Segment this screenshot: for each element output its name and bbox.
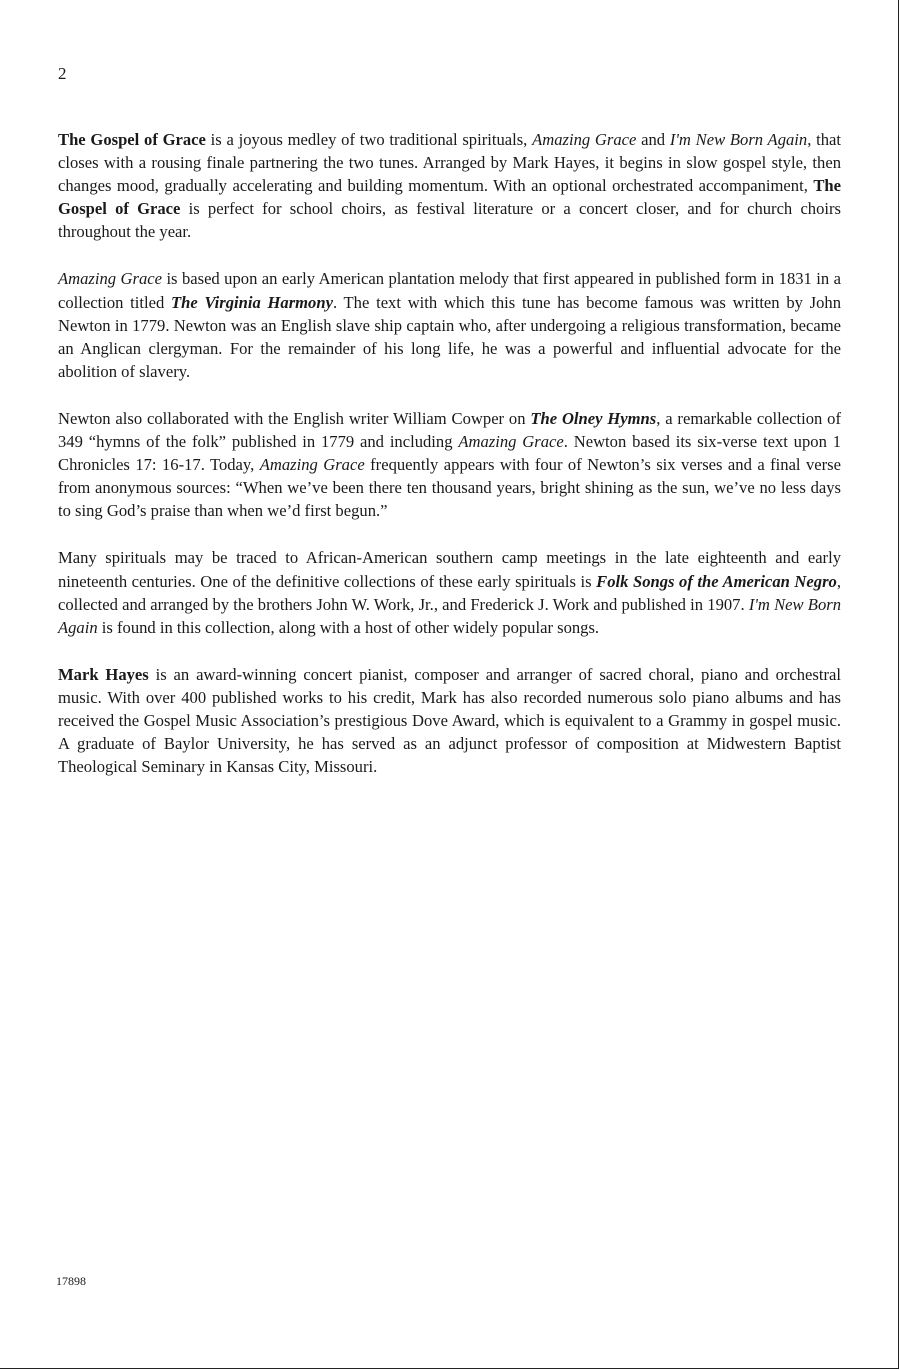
document-body xyxy=(58,128,841,802)
body-text: , a remarkable collection of 349 “hymns of the folk” published in 1779 and including xyxy=(58,408,841,452)
body-text: and xyxy=(636,130,670,149)
italic-text: Amazing Grace xyxy=(259,455,365,475)
catalog-number: 17898 xyxy=(56,1274,86,1288)
body-text: , collected and arranged by the brothers John W. Work, Jr., and Frederick J. Work and published in 1907. xyxy=(58,571,841,614)
page-number: 2 xyxy=(58,64,67,83)
body-text: Newton also collaborated with the English writer William Cowper on xyxy=(58,408,531,428)
paragraph-spirituals-history xyxy=(58,546,841,638)
bold-italic-title: The Olney Hymns xyxy=(530,408,657,428)
body-text: is an award-winning concert pianist, composer and arranger of sacred choral, piano and orchestral music. With over 400 published works to his credit, Mark has also recorded numerous solo piano albums and has received the Gospel Music Association’s prestigious Dove Award, which is equivalent to a Grammy in gospel music. A graduate of Baylor University, he has served as an adjunct professor of composition at Midwestern Baptist Theological Seminary in Kansas City, Missouri. xyxy=(58,664,841,777)
bold-italic-title: The Virginia Harmony xyxy=(171,292,333,312)
italic-text: Amazing Grace xyxy=(532,130,637,149)
italic-text: Amazing Grace xyxy=(58,269,162,289)
paragraph-intro xyxy=(58,128,841,243)
paragraph-amazing-grace-origin xyxy=(58,267,841,382)
body-text: is found in this collection, along with a host of other widely popular songs. xyxy=(97,617,600,637)
paragraph-olney-hymns xyxy=(58,407,841,522)
body-text: Many spirituals may be traced to African-American southern camp meetings in the late eighteenth and early nineteenth centuries. One of the definitive collections of these early spirituals is xyxy=(58,548,841,591)
bold-text: The Gospel of Grace xyxy=(58,130,206,149)
body-text: frequently appears with four of Newton’s six verses and a final verse from anonymous sources: “When we’ve been there ten thousand years, bright shining as the sun, we’ve no less days to sing God’s praise than when we’d first begun.” xyxy=(58,455,841,521)
body-text: is based upon an early American plantation melody that first appeared in published form in 1831 in a collection titled xyxy=(58,269,842,312)
body-text: . Newton based its six-verse text upon 1 Chronicles 17: 16-17. Today, xyxy=(58,432,842,475)
body-text: . The text with which this tune has become famous was written by John Newton in 1779. Newton was an English slave ship captain who, after undergoing a religious transformation, became an Anglican clergyman. For the remainder of his long life, he was a powerful and influential advocate for the abolition of slavery. xyxy=(58,292,842,381)
bold-italic-title: Folk Songs of the American Negro xyxy=(596,571,837,591)
bold-text: The Gospel of Grace xyxy=(58,176,841,219)
italic-text: I'm New Born Again xyxy=(58,594,841,637)
body-text: , that closes with a rousing finale partnering the two tunes. Arranged by Mark Hayes, it begins in slow gospel style, then changes mood, gradually accelerating and building momentum. With an optional orchestrated accompaniment, xyxy=(58,130,841,196)
body-text: is a joyous medley of two traditional spirituals, xyxy=(205,130,533,149)
body-text: is perfect for school choirs, as festival literature or a concert closer, and for church choirs throughout the year. xyxy=(58,199,841,242)
italic-text: I'm New Born Again xyxy=(669,130,808,149)
bold-text: Mark Hayes xyxy=(58,664,149,684)
paragraph-arranger-bio xyxy=(58,663,841,778)
italic-text: Amazing Grace xyxy=(458,432,564,452)
